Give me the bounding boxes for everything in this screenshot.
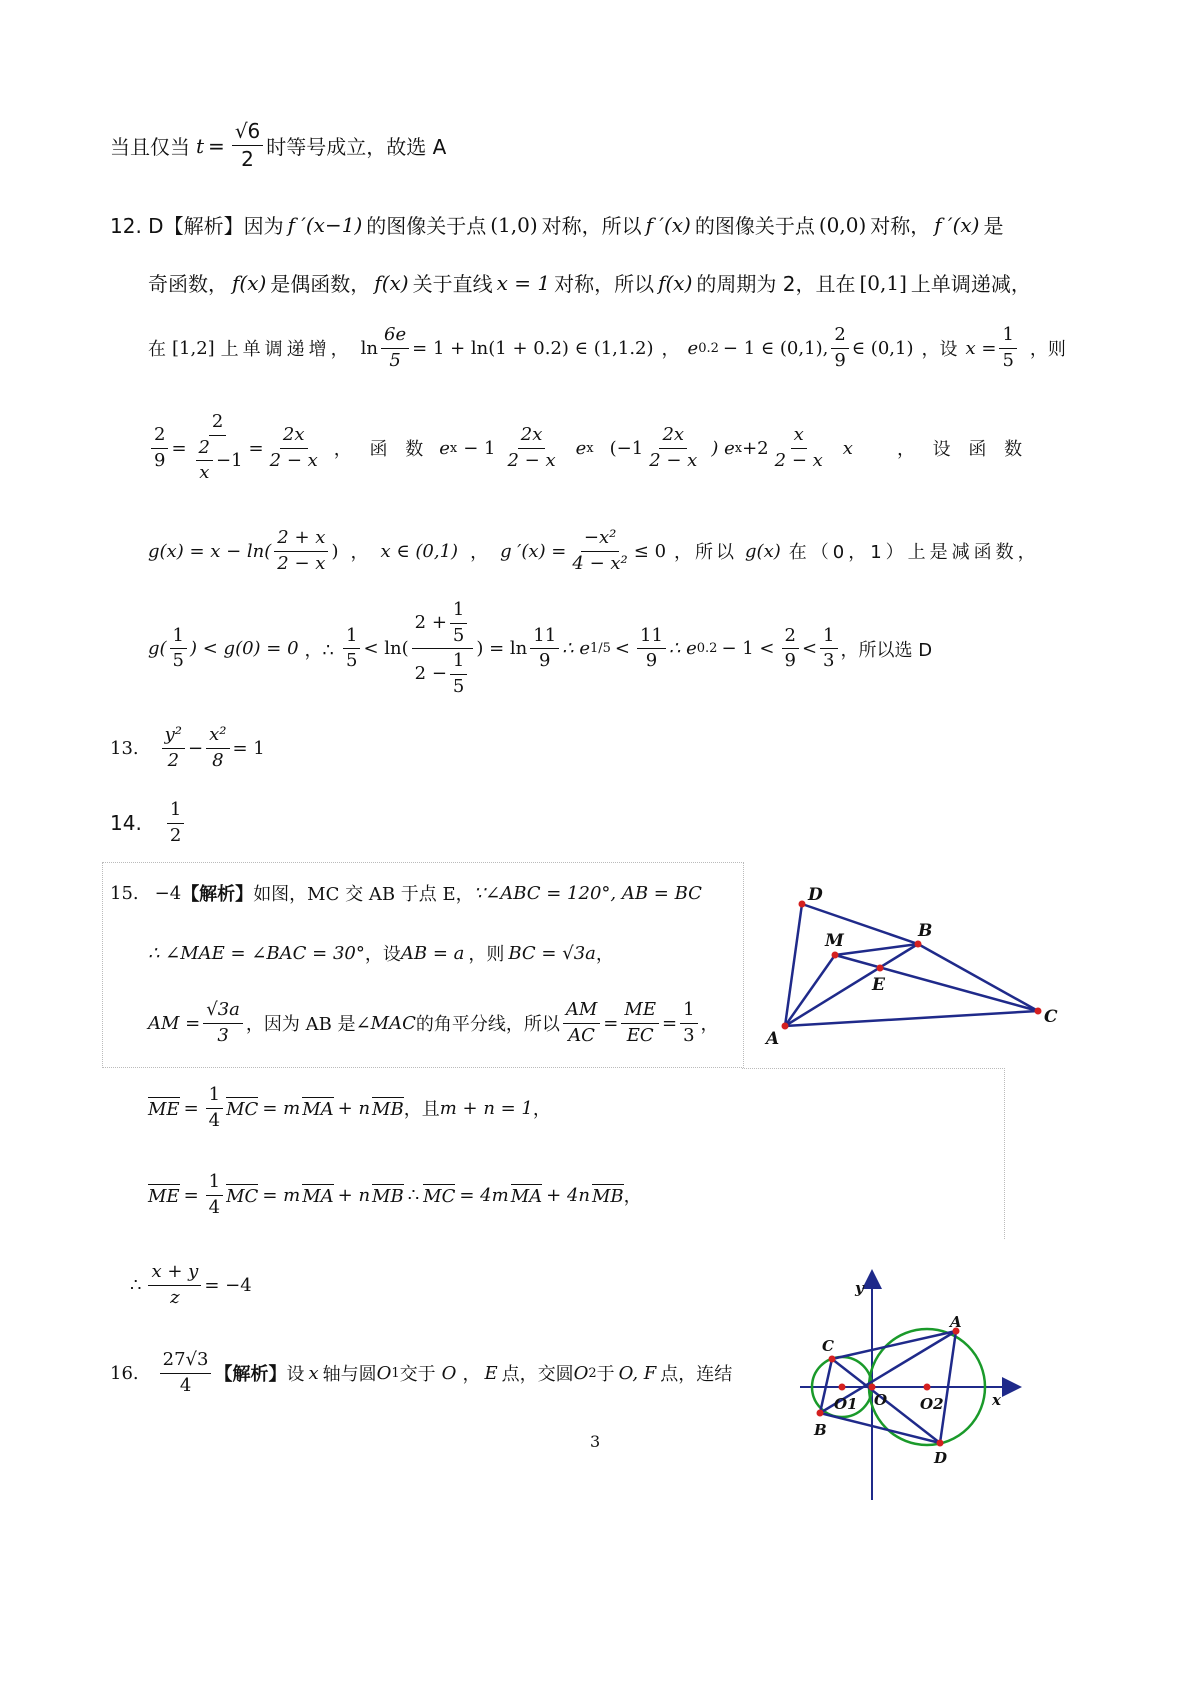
segment-MB [835, 944, 918, 955]
math: g(x) [745, 540, 781, 562]
fraction: $\frac{\text{−x²}}{\text{4 − x²}}$ [572, 527, 628, 574]
text: ， 函 数 [333, 439, 430, 461]
segment-AB [785, 944, 918, 1026]
text: 对称， [870, 214, 931, 238]
math: − 1 < [721, 638, 775, 660]
q15-line-6 [130, 1262, 252, 1308]
text: ，设 [921, 339, 958, 361]
vector: MB [592, 1185, 624, 1207]
q15-line-3 [148, 1000, 719, 1046]
fraction: $\frac{\text{x²}}{8}$ [206, 725, 229, 771]
segment-DB [802, 904, 918, 944]
label-O: O [874, 1391, 888, 1409]
label-D: D [808, 885, 823, 905]
math: ∈ (0,1) [851, 337, 914, 359]
math: O, F [618, 1362, 657, 1384]
fraction: $\frac{2x}{2 - x}$ [269, 423, 318, 471]
text: ，因为 AB 是 [245, 1014, 356, 1036]
math: e [439, 437, 450, 459]
text: 对称，所以 [541, 214, 642, 238]
q13 [110, 725, 265, 771]
math: (−1 [609, 437, 644, 459]
text: ，设 [364, 944, 401, 965]
text: ，所以选 D [840, 639, 933, 661]
point-A [782, 1023, 789, 1030]
fraction: $\frac{1}{3}$ [680, 1000, 697, 1046]
segment-DA [785, 904, 802, 1026]
point-B [817, 1410, 824, 1417]
sup: 0.2 [696, 641, 718, 657]
math: m + n = 1 [439, 1097, 533, 1119]
text: ，且 [403, 1099, 440, 1121]
vector: ME [148, 1185, 180, 1207]
math: ) [331, 540, 339, 562]
op: = [603, 1012, 619, 1034]
q12-line-4 [148, 412, 1028, 484]
math: f(x) [374, 270, 409, 295]
sup: x [449, 440, 458, 456]
math: ) = ln [476, 638, 528, 660]
vector: ME [148, 1098, 180, 1120]
math: < ln( [363, 638, 409, 660]
point-O [869, 1384, 876, 1391]
q12-line-2 [148, 268, 1031, 297]
op: = [208, 133, 225, 158]
label-O1: O1 [834, 1395, 858, 1413]
point-E [877, 965, 884, 972]
math: ∠MAC [355, 1012, 416, 1034]
vector: MA [510, 1185, 543, 1207]
text: 对称，所以 [554, 272, 655, 296]
vector: MC [423, 1185, 456, 1207]
q12-line-3 [148, 325, 1066, 371]
q14-label: 14. [110, 811, 142, 836]
math: e [687, 337, 699, 359]
fraction: $\frac{27√3}{4}$ [160, 1350, 212, 1396]
label-y: y [855, 1279, 864, 1297]
q15-line-5 [148, 1172, 642, 1218]
text: ， [623, 1186, 642, 1208]
q14 [110, 800, 187, 846]
q12-line-6 [148, 600, 932, 698]
q13-label: 13. [110, 737, 139, 759]
answer: −4 [154, 882, 182, 904]
vector: MB [372, 1098, 404, 1120]
math: ∵∠ABC = 120°, AB = BC [473, 882, 702, 904]
math: f ′(x−1) [287, 212, 363, 237]
fraction: $\frac{2x}{2 - x}$ [649, 423, 698, 471]
q12-line-1 [110, 210, 1003, 239]
segment-CA [832, 1331, 956, 1359]
math: x = [965, 337, 997, 359]
text: 的图像关于点 [694, 214, 815, 238]
text: 设 [286, 1364, 305, 1386]
text: 点，连结 [660, 1364, 733, 1386]
op: = [248, 437, 264, 459]
q15-line-4 [148, 1085, 551, 1131]
math: = 1 [232, 737, 265, 759]
text: ， [462, 1364, 481, 1386]
text: ， [595, 944, 614, 965]
fraction: $\frac{2}{9}$ [151, 425, 168, 471]
point-O2 [924, 1384, 931, 1391]
label-B: B [918, 921, 933, 941]
math: ∴ e [668, 638, 697, 660]
math: ) e [711, 437, 735, 459]
fraction: $\frac{2 + x}{2 - x}$ [274, 528, 328, 574]
label-A: A [950, 1313, 962, 1331]
label-x: x [992, 1391, 1001, 1409]
label-A: A [766, 1029, 780, 1049]
text: ， [470, 542, 489, 564]
sup: x [734, 440, 743, 456]
point-B [915, 941, 922, 948]
fraction: $\frac{1}{5}$ [170, 626, 187, 672]
fraction: $\frac{1}{3}$ [820, 626, 837, 672]
math: = 4m [459, 1184, 509, 1206]
math: [1,2] [172, 337, 215, 359]
segment-BC [918, 944, 1038, 1011]
op: = [183, 1097, 199, 1119]
text: 时等号成立，故选 A [266, 135, 447, 159]
math: (1,0) [490, 212, 538, 237]
math: ) < g(0) = 0 [190, 638, 299, 660]
sup: 0.2 [698, 340, 719, 356]
math: g ′(x) = [500, 540, 567, 562]
math: f ′(x) [934, 212, 980, 237]
text: 点，交圆 [501, 1364, 574, 1386]
point-D [937, 1440, 944, 1447]
text: 上单调递增， [220, 339, 353, 361]
op: = [171, 437, 187, 459]
op: = [661, 1012, 678, 1034]
text: 关于直线 [412, 272, 493, 296]
fraction: $\frac{ME}{EC}$ [621, 1000, 659, 1046]
text: 是 [983, 214, 1004, 238]
text: 的角平分线，所以 [415, 1014, 560, 1036]
math: +2 [742, 437, 769, 459]
sup: x [586, 440, 594, 456]
text: ， [661, 339, 680, 361]
label-C: C [822, 1337, 834, 1355]
q16-label: 16. [110, 1362, 139, 1384]
vector: MC [226, 1098, 259, 1120]
math: O [573, 1362, 589, 1384]
text: 于 [596, 1364, 615, 1386]
math: + 4n [546, 1184, 590, 1206]
q15-line-2 [148, 940, 614, 966]
q16-circles-figure [800, 1265, 1035, 1515]
text: 的周期为 2，且在 [696, 272, 856, 296]
math: = m [262, 1097, 301, 1119]
math: g(x) = x − ln( [148, 540, 272, 562]
fraction: $\frac{1}{4}$ [206, 1085, 223, 1131]
vector: MA [302, 1185, 334, 1207]
sub: 2 [588, 1365, 597, 1381]
math: + n [337, 1097, 371, 1119]
q15-line-1 [110, 880, 702, 906]
math: (0,0) [818, 212, 867, 237]
point-M [832, 952, 839, 959]
segment-MC [835, 955, 1038, 1011]
fraction: $\frac{1}{5}$ [999, 325, 1016, 371]
op: ∴ [130, 1274, 142, 1296]
vector: MB [372, 1185, 404, 1207]
text: 交于 [399, 1364, 436, 1386]
dotted-frame [742, 1068, 1005, 1239]
math: < [801, 638, 818, 660]
text: ，则 [1029, 339, 1066, 361]
q12-line-5 [148, 528, 1040, 574]
fraction: $\frac{√3a}{3}$ [203, 1000, 243, 1046]
fraction: $\frac{6e}{5}$ [381, 325, 409, 371]
math: x [308, 1362, 319, 1384]
math: − 1 ∈ (0,1), [722, 337, 829, 359]
fraction: 2 $\frac{2}{x}$ −1 [190, 412, 246, 484]
math: ≤ 0 [633, 540, 667, 562]
text: ， [350, 542, 369, 564]
fraction: 2 + $\frac{1}{5}$ 2 − $\frac{1}{5}$ [412, 600, 474, 698]
vector: MA [302, 1098, 334, 1120]
sup: 1/5 [590, 641, 611, 657]
text: 轴与圆 [322, 1364, 377, 1386]
math: AB = a [400, 942, 465, 964]
math: x [842, 437, 853, 459]
fraction: $\frac{x}{2 - x}$ [774, 423, 823, 471]
math: f(x) [232, 270, 267, 295]
point-O1 [839, 1384, 846, 1391]
fraction: $\frac{11}{9}$ [637, 626, 666, 672]
fraction: $\frac{1}{5}$ [343, 626, 360, 672]
tag: 【解析】 [181, 884, 254, 905]
label-E: E [872, 975, 885, 995]
q16-line-1 [110, 1350, 732, 1396]
op: − [188, 737, 204, 759]
fraction: $\frac{x + y}{z}$ [148, 1262, 201, 1308]
text: 奇函数， [148, 272, 228, 296]
label-D: D [934, 1449, 948, 1467]
q15-label: 15. [110, 882, 139, 904]
math: x ∈ (0,1) [380, 540, 459, 562]
math: = 1 + ln(1 + 0.2) ∈ (1,1.2) [412, 337, 654, 359]
math: E [484, 1362, 498, 1384]
text: ， [532, 1099, 551, 1121]
op: ∴ [407, 1184, 420, 1206]
math: ∴ e [562, 638, 590, 660]
fraction: $\frac{2}{9}$ [831, 325, 848, 371]
fraction: $\frac{2x}{2 - x}$ [507, 423, 556, 471]
var: t [196, 133, 205, 158]
text-line [110, 120, 446, 171]
point-D [799, 901, 806, 908]
math: ln [360, 337, 379, 359]
math: e [575, 437, 587, 459]
math: f ′(x) [645, 212, 691, 237]
math: BC = √3a [508, 942, 596, 964]
label-O2: O2 [920, 1395, 944, 1413]
text: ，∴ [304, 639, 334, 661]
text: 在 [148, 339, 166, 361]
text: ，则 [468, 944, 505, 965]
fraction: $\frac{1}{4}$ [206, 1172, 223, 1218]
fraction: $\frac{√6}{2}$ [232, 120, 263, 171]
fraction: $\frac{\text{y²}}{2}$ [162, 725, 185, 771]
op: = [183, 1184, 199, 1206]
text: 当且仅当 [110, 135, 190, 159]
vector: MC [226, 1185, 259, 1207]
segment-AC [785, 1011, 1038, 1026]
text: 上单调递减， [910, 272, 1031, 296]
q15-triangle-figure [760, 880, 1070, 1050]
math: − 1 [463, 437, 496, 459]
point-C [829, 1356, 836, 1363]
fraction: $\frac{2}{9}$ [782, 626, 799, 672]
page-number: 3 [590, 1432, 601, 1451]
math: O [441, 1362, 457, 1384]
math: f(x) [658, 270, 693, 295]
math: g( [148, 638, 167, 660]
math: AM = [148, 1012, 201, 1034]
tag: 【解析】 [214, 1364, 287, 1386]
text: 如图，MC 交 AB 于点 E， [253, 884, 474, 905]
point-C [1035, 1008, 1042, 1015]
fraction: $\frac{AM}{AC}$ [563, 1000, 600, 1046]
text: ， 设 函 数 [896, 439, 1029, 461]
math: x = 1 [496, 270, 551, 295]
q12-label: 12. D【解析】因为 [110, 214, 284, 238]
text: 是偶函数， [270, 272, 371, 296]
text: 的图像关于点 [366, 214, 487, 238]
text: 在（0，1）上是减函数， [788, 542, 1040, 564]
fraction: $\frac{1}{2}$ [167, 800, 184, 846]
label-C: C [1044, 1007, 1058, 1027]
sub: 1 [391, 1365, 400, 1381]
label-B: B [814, 1421, 827, 1439]
text: ， [700, 1014, 719, 1036]
math: = m [262, 1184, 301, 1206]
math: O [376, 1362, 392, 1384]
math: < [614, 638, 631, 660]
math: [0,1] [859, 270, 907, 295]
label-M: M [825, 931, 844, 951]
math: + n [337, 1184, 371, 1206]
math: = −4 [204, 1274, 252, 1296]
text: ，所以 [674, 542, 738, 564]
fraction: $\frac{11}{9}$ [530, 626, 559, 672]
math: ∴ ∠MAE = ∠BAC = 30° [148, 942, 365, 964]
